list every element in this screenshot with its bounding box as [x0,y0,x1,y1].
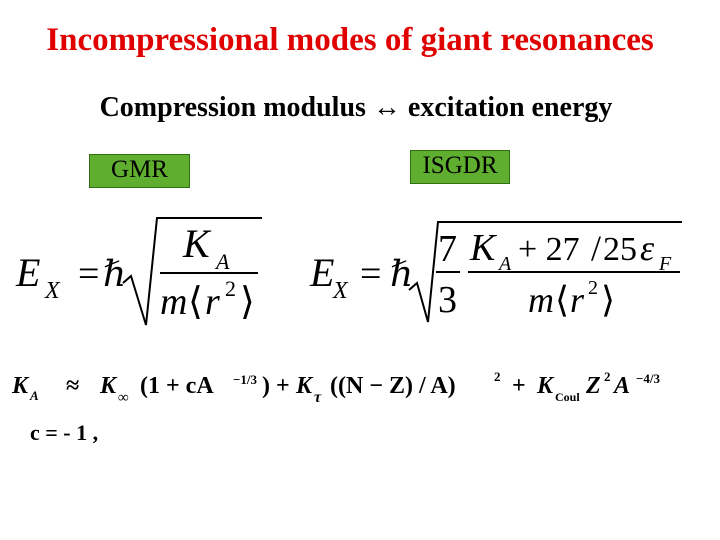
gmr-equals: = [78,253,100,295]
c-line: c = - 1 , [30,420,99,445]
isgdr-num-eps: ε [640,228,655,268]
ka-kinf-sub: ∞ [118,390,129,406]
gmr-hbar: ℏ [103,254,127,294]
isgdr-lhs-sub: X [333,278,348,304]
gmr-den-r: r [205,281,220,323]
isgdr-num-slash: / [591,228,602,268]
gmr-label: GMR [89,154,190,188]
isgdr-num-sub: A [499,253,512,275]
ka-term2: ((N − Z) / A) [330,373,456,399]
ka-ktau-sub: τ [314,389,322,406]
ka-term1: (1 + cA [140,373,214,399]
isgdr-num-eps-sub: F [659,253,672,275]
isgdr-frac-den: 3 [438,279,457,321]
gmr-lhs-e: E [16,250,41,295]
slide-subtitle: Compression modulus ↔ excitation energy [99,92,613,123]
gmr-lhs-sub: X [45,278,60,304]
ka-term2-end: + [512,373,526,399]
isgdr-hbar: ℏ [390,254,414,294]
slide-title: Incompressional modes of giant resonances [46,22,654,58]
isgdr-den-m: m [528,280,554,320]
gmr-num-k: K [183,221,210,266]
ka-k-sub: A [30,388,39,403]
ka-z-sup: 2 [604,369,611,384]
ka-ktau: K [296,373,313,399]
gmr-num-sub: A [216,249,230,274]
isgdr-num-25: 25 [603,231,637,268]
gmr-den-rangle: ⟩ [240,281,255,323]
isgdr-frac-num: 7 [438,228,457,270]
gmr-den-m: m [160,281,188,323]
ka-approx: ≈ [66,373,80,399]
ka-kinf: K [100,373,117,399]
isgdr-label: ISGDR [410,150,510,184]
ka-z: Z [586,373,601,399]
isgdr-num-plus27: + 27 [518,231,580,268]
ka-kcoul: K [537,373,554,399]
isgdr-den-langle: ⟨ [555,280,570,320]
ka-term1-end: ) + [262,373,290,399]
gmr-den-sup: 2 [225,276,236,301]
isgdr-lhs-e: E [310,250,335,295]
isgdr-den-r: r [570,280,585,320]
isgdr-den-sup: 2 [588,277,598,299]
isgdr-den-rangle: ⟩ [601,280,616,320]
ka-term1-sup: −1/3 [233,372,258,387]
ka-kcoul-sub: Coul [555,390,580,404]
ka-k: K [12,373,29,399]
ka-a: A [614,373,631,399]
isgdr-num-k: K [470,227,496,269]
ka-term2-sup: 2 [494,369,501,384]
ka-a-sup: −4/3 [636,371,661,386]
isgdr-equals: = [360,253,382,295]
gmr-den-langle: ⟨ [188,281,203,323]
